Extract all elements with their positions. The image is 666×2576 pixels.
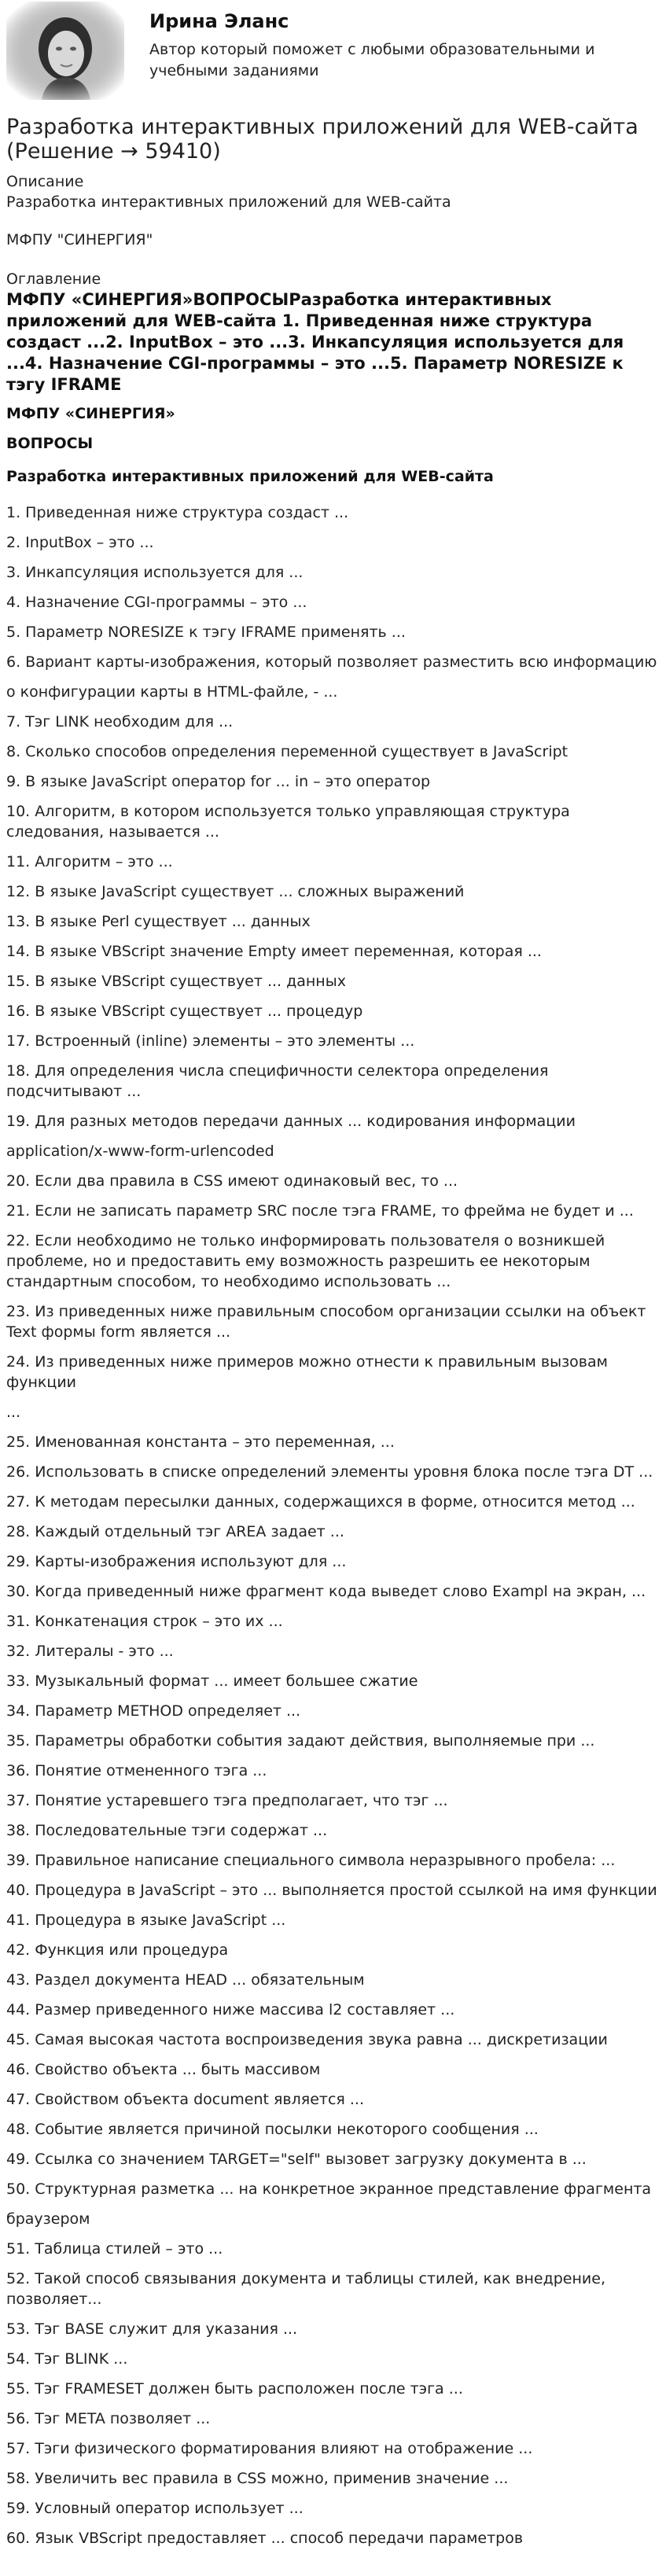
question-item: 30. Когда приведенный ниже фрагмент кода выведет слово Exampl на экран, ... — [6, 1583, 646, 1600]
question-item: 2. InputBox – это ... — [6, 534, 154, 551]
author-info — [149, 0, 637, 82]
question-item: 41. Процедура в языке JavaScript ... — [6, 1912, 286, 1929]
toc-text: МФПУ «СИНЕРГИЯ»ВОПРОСЫРазработка интерактивных приложений для WEB-сайта 1. Приведенная ниже структура создаст ...2. InputBox – это ...3. Инкапсуляция используется для ...4. Назначение CGI-программы – это ...5. Параметр NORESIZE к тэгу IFRAME — [6, 290, 624, 394]
question-item: 40. Процедура в JavaScript – это ... выполняется простой ссылкой на имя функции — [6, 1882, 657, 1899]
question-item: 31. Конкатенация строк – это их ... — [6, 1613, 283, 1630]
question-item: 45. Самая высокая частота воспроизведения звука равна ... дискретизации — [6, 2031, 608, 2048]
question-item: 23. Из приведенных ниже правильным способом организации ссылки на объект Text формы form является ... — [6, 1303, 646, 1341]
question-item: 29. Карты-изображения используют для ... — [6, 1553, 347, 1570]
question-item: 51. Таблица стилей – это ... — [6, 2240, 223, 2258]
description-label: Описание — [6, 173, 84, 190]
question-item: браузером — [6, 2210, 90, 2228]
question-item: 37. Понятие устаревшего тэга предполагает, что тэг ... — [6, 1792, 448, 1809]
question-item: 18. Для определения числа специфичности селектора определения подсчитывают ... — [6, 1062, 549, 1100]
question-item: 46. Свойство объекта ... быть массивом — [6, 2061, 321, 2078]
question-item: 59. Условный оператор использует ... — [6, 2500, 304, 2517]
question-item: 11. Алгоритм – это ... — [6, 853, 173, 870]
question-item: 13. В языке Perl существует ... данных — [6, 913, 311, 930]
question-item: 35. Параметры обработки события задают действия, выполняемые при ... — [6, 1732, 595, 1750]
question-item: 27. К методам пересылки данных, содержащихся в форме, относится метод ... — [6, 1493, 635, 1511]
question-continuation: 50. Структурная разметка ... на конкретное экранное представление фрагмента — [6, 2180, 652, 2198]
question-item: 24. Из приведенных ниже примеров можно отнести к правильным вызовам функции — [6, 1353, 608, 1391]
question-item: 36. Понятие отмененного тэга ... — [6, 1762, 267, 1779]
questions-list — [6, 498, 660, 2553]
author-name[interactable]: Ирина Эланс — [149, 10, 289, 32]
question-item: 6. Вариант карты-изображения, который позволяет разместить всю информацию — [6, 653, 657, 671]
question-item: 25. Именованная константа – это переменная, ... — [6, 1433, 395, 1451]
question-item: 38. Последовательные тэги содержат ... — [6, 1822, 328, 1839]
question-item: 53. Тэг BASE служит для указания ... — [6, 2320, 298, 2338]
question-item: 26. Использовать в списке определений элементы уровня блока после тэга DT ... — [6, 1463, 653, 1481]
question-item: 52. Такой способ связывания документа и таблицы стилей, как внедрение, позволяет... — [6, 2270, 605, 2308]
question-item: 19. Для разных методов передачи данных ... кодирования информации — [6, 1113, 576, 1130]
page-title: Разработка интерактивных приложений для WEB-сайта (Решение → 59410) — [6, 115, 638, 164]
question-item: 5. Параметр NORESIZE к тэгу IFRAME применять ... — [6, 624, 406, 641]
author-header — [6, 0, 660, 104]
question-item: 22. Если необходимо не только информировать пользователя о возникшей проблеме, но и предоставить ему возможность разрешить ее некоторым стандартным способом, то необходимо использовать ... — [6, 1232, 605, 1290]
question-item: 34. Параметр METHOD определяет ... — [6, 1702, 301, 1720]
author-description: Автор который поможет с любыми образовательными и учебными заданиями — [149, 41, 595, 79]
question-item: 54. Тэг BLINK ... — [6, 2350, 128, 2368]
question-item: 44. Размер приведенного ниже массива l2 составляет ... — [6, 2001, 455, 2018]
question-item: 15. В языке VBScript существует ... данных — [6, 973, 346, 990]
question-item: 20. Если два правила в CSS имеют одинаковый вес, то ... — [6, 1172, 458, 1190]
question-item: 17. Встроенный (inline) элементы – это элементы ... — [6, 1032, 415, 1050]
question-item: 32. Литералы - это ... — [6, 1643, 174, 1660]
question-item: 56. Тэг META позволяет ... — [6, 2410, 211, 2427]
question-item: 9. В языке JavaScript оператор for ... in – это оператор — [6, 773, 431, 790]
question-item: 57. Тэги физического форматирования влияют на отображение ... — [6, 2440, 533, 2457]
question-item: 42. Функция или процедура — [6, 1941, 229, 1959]
question-item: 48. Событие является причиной посылки некоторого сообщения ... — [6, 2121, 539, 2138]
question-item: 39. Правильное написание специального символа неразрывного пробела: ... — [6, 1852, 616, 1869]
question-item: 60. Язык VBScript предоставляет ... способ передачи параметров — [6, 2530, 524, 2547]
question-continuation: application/x-www-form-urlencoded — [6, 1143, 274, 1160]
question-item: 4. Назначение CGI-программы – это ... — [6, 594, 307, 611]
question-item: 1. Приведенная ниже структура создаст ... — [6, 504, 349, 521]
question-item: 12. В языке JavaScript существует ... сложных выражений — [6, 883, 465, 900]
question-continuation: ... — [6, 1404, 21, 1421]
mfpu-text: МФПУ "СИНЕРГИЯ" — [6, 231, 153, 248]
question-item: 49. Ссылка со значением TARGET="self" вызовет загрузку документа в ... — [6, 2151, 587, 2168]
subject-heading: Разработка интерактивных приложений для WEB-сайта — [6, 468, 494, 485]
question-item: 21. Если не записать параметр SRC после тэга FRAME, то фрейма не будет и ... — [6, 1202, 634, 1220]
question-item: 58. Увеличить вес правила в CSS можно, применив значение ... — [6, 2470, 509, 2487]
question-item: 55. Тэг FRAMESET должен быть расположен после тэга ... — [6, 2380, 463, 2398]
question-item: 10. Алгоритм, в котором используется только управляющая структура следования, называется ... — [6, 803, 570, 841]
toc-label: Оглавление — [6, 270, 101, 288]
question-continuation: о конфигурации карты в HTML-файле, - ... — [6, 683, 338, 701]
description-text: Разработка интерактивных приложений для WEB-сайта — [6, 193, 451, 211]
author-avatar — [6, 2, 124, 100]
question-item: 7. Тэг LINK необходим для ... — [6, 713, 234, 730]
question-item: 8. Сколько способов определения переменной существует в JavaScript — [6, 743, 568, 760]
question-item: 16. В языке VBScript существует ... процедур — [6, 1003, 363, 1020]
question-item: 33. Музыкальный формат ... имеет большее сжатие — [6, 1673, 418, 1690]
questions-heading: ВОПРОСЫ — [6, 435, 94, 452]
mfpu-heading: МФПУ «СИНЕРГИЯ» — [6, 405, 175, 422]
question-item: 3. Инкапсуляция используется для ... — [6, 564, 304, 581]
question-item: 47. Свойством объекта document является ... — [6, 2091, 364, 2108]
question-item: 14. В языке VBScript значение Empty имеет переменная, которая ... — [6, 943, 542, 960]
question-item: 43. Раздел документа HEAD ... обязательным — [6, 1971, 365, 1989]
question-item: 28. Каждый отдельный тэг AREA задает ... — [6, 1523, 344, 1540]
